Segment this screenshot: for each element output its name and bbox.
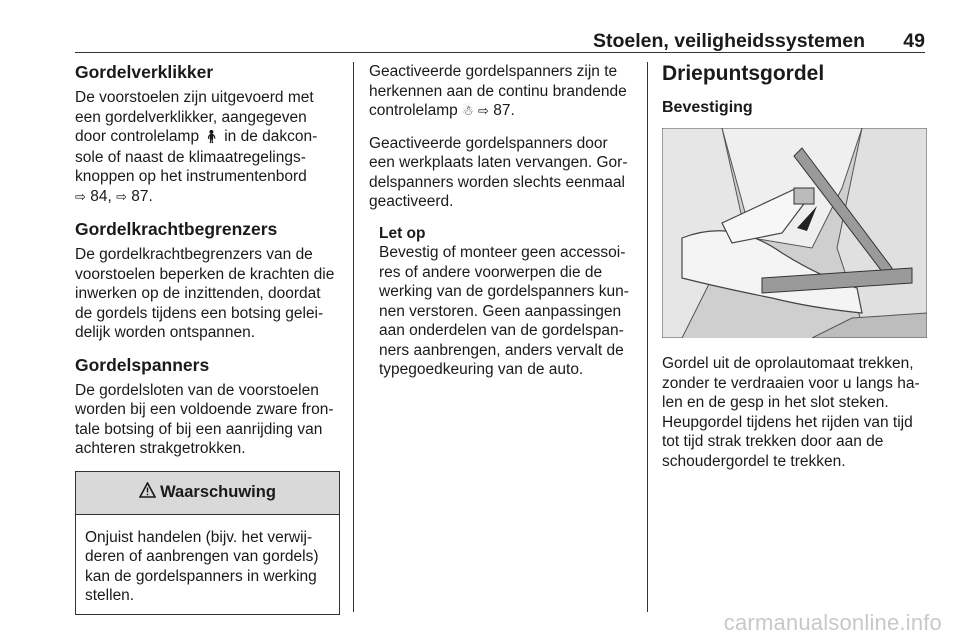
- paragraph-gordelverklikker: [75, 88, 340, 207]
- airbag-warning-icon: ☃︎: [462, 104, 474, 119]
- paragraph-text: Geactiveerde gordelspanners zijn te herkennen aan de continu brandende controlelamp: [369, 63, 627, 119]
- note-box: [369, 224, 634, 380]
- heading-gordelspanners: Gordelspanners: [75, 354, 210, 375]
- column-divider: [647, 62, 648, 612]
- seatbelt-illustration: [662, 128, 927, 338]
- paragraph-bevestiging: Gordel uit de oprolautomaat trekken, zonder te verdraaien voor u langs halen en de gesp in het slot steken. Heupgordel tijdens het rijden van tijd tot tijd strak trekken door aan de schoudergordel te trekken.: [662, 355, 920, 470]
- page-ref: 87.: [131, 187, 153, 205]
- watermark: carmanualsonline.info: [723, 610, 942, 635]
- heading-gordelkrachtbegrenzers: Gordelkrachtbegrenzers: [75, 219, 278, 239]
- note-body: Bevestig of monteer geen accessoires of andere voorwerpen die de werking van de gordelspanners kunnen verstoren. Geen aanpassingen aan onderdelen van de gordelspanners aanbrengen, anders vervalt de typegoedkeuring van de auto.: [379, 244, 629, 378]
- page-title: Stoelen, veiligheidssystemen: [592, 30, 865, 52]
- column-divider: [353, 62, 354, 612]
- warning-box: [75, 471, 340, 615]
- column-left: [75, 62, 340, 615]
- header-divider: [75, 52, 925, 53]
- column-right: [662, 62, 927, 483]
- page-ref-icon: ⇨: [75, 189, 86, 205]
- warning-header: [76, 472, 339, 515]
- paragraph-gordelspanners: De gordelsloten van de voorstoelen worden bij een voldoende zware frontale botsing of bij een aanrijding van achteren strakgetrokken.: [75, 381, 334, 457]
- warning-title: Waarschuwing: [160, 482, 276, 501]
- page-ref-icon: ⇨: [478, 104, 489, 119]
- seatbelt-warning-icon: 🧍︎: [203, 130, 220, 145]
- paragraph-geactiveerd: [369, 62, 634, 122]
- seatbelt-drawing: [662, 128, 927, 338]
- paragraph-text: in de dakconsole of naast de klimaatregelingsknoppen op het instrumentenbord: [75, 128, 318, 185]
- heading-gordelverklikker: Gordelverklikker: [75, 62, 214, 82]
- paragraph-text: De voorstoelen zijn uitgevoerd met een gordelverklikker, aangegeven door controlelamp: [75, 89, 314, 145]
- page-ref: 84,: [90, 187, 117, 205]
- page-ref: 87.: [493, 102, 515, 119]
- paragraph-vervangen: Geactiveerde gordelspanners door een werkplaats laten vervangen. Gordelspanners worden slechts eenmaal geactiveerd.: [369, 134, 628, 210]
- column-middle: [369, 62, 634, 380]
- warning-triangle-icon: [139, 482, 156, 504]
- heading-bevestiging: Bevestiging: [662, 99, 753, 116]
- page-number: 49: [903, 30, 925, 52]
- warning-body: Onjuist handelen (bijv. het verwijderen of aanbrengen van gordels) kan de gordelspanners in werking stellen.: [85, 528, 319, 604]
- paragraph-gordelkrachtbegrenzers: De gordelkrachtbegrenzers van de voorstoelen beperken de krachten die inwerken op de inzittenden, doordat de gordels tijdens een botsing geleidelijk worden ontspannen.: [75, 246, 335, 341]
- page-ref-icon: ⇨: [116, 189, 127, 205]
- heading-driepuntsgordel: Driepuntsgordel: [662, 62, 825, 85]
- note-label: Let op: [379, 224, 426, 242]
- page-header: [75, 30, 925, 50]
